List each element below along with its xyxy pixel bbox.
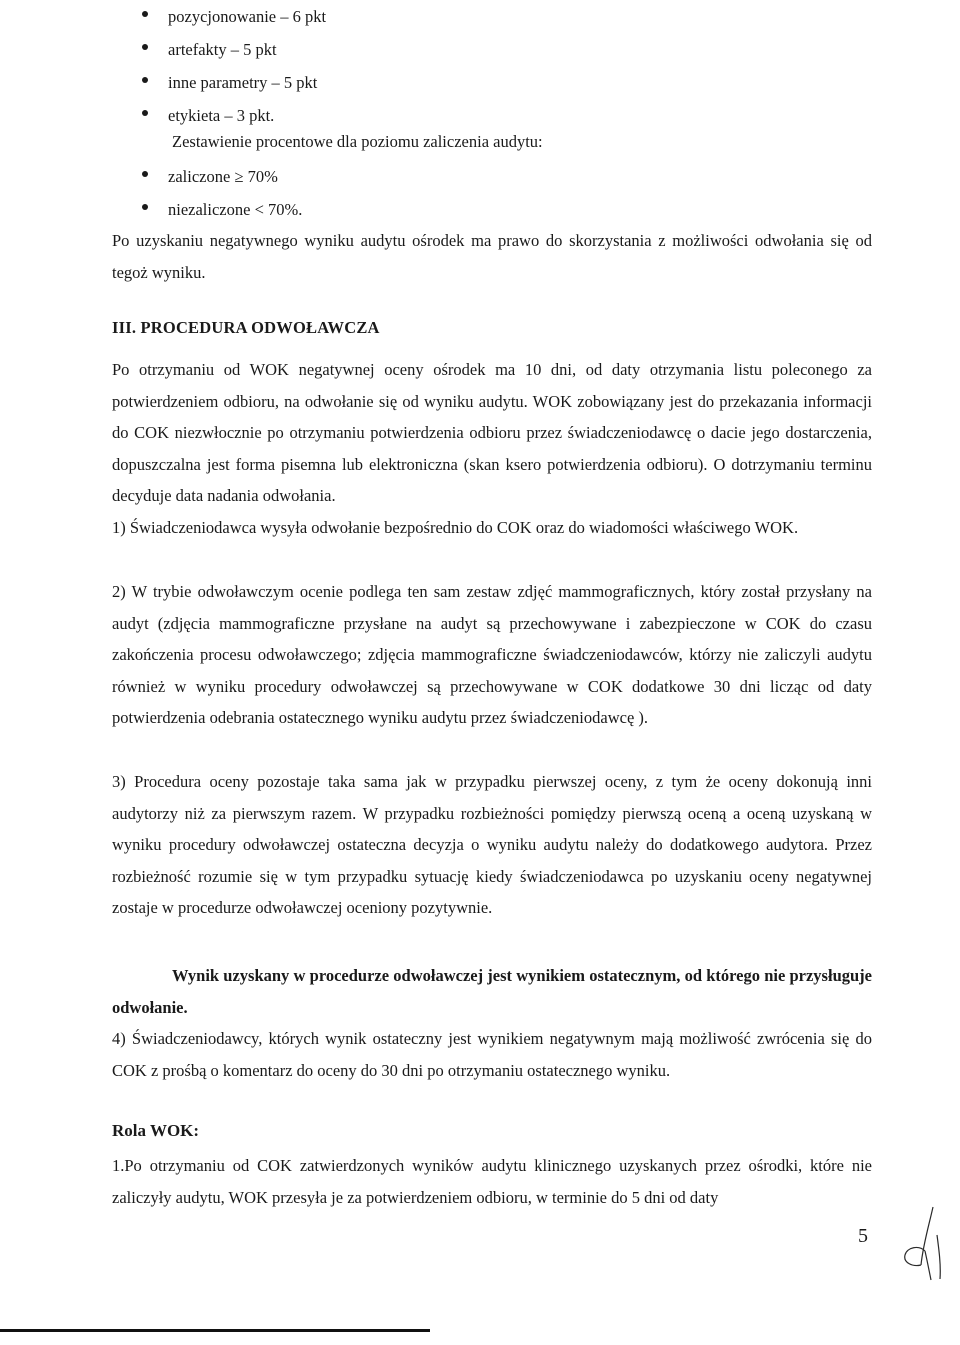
handwritten-signature (893, 1205, 953, 1285)
threshold-list (142, 160, 302, 226)
bullet-dot (142, 44, 148, 50)
summary-heading: Zestawienie procentowe dla poziomu zaliczenia audytu: (172, 132, 543, 151)
list-item (142, 99, 326, 132)
rola-wok-heading: Rola WOK: (112, 1121, 200, 1140)
point-4-paragraph: 4) Świadczeniodawcy, których wynik ostateczny jest wynikiem negatywnym mają możliwość zwrócenia się do COK z prośbą o komentarz do oceny do 30 dni po otrzymaniu ostatecznego wyniku. (112, 1029, 872, 1080)
rola-wok-paragraph: 1.Po otrzymaniu od COK zatwierdzonych wyników audytu klinicznego uzyskanych przez ośrodki, które nie zaliczyły audytu, WOK przesyła je za potwierdzeniem odbioru, w terminie do 5 dni od daty (112, 1156, 872, 1207)
list-item (142, 66, 326, 99)
final-result-text: Wynik uzyskany w procedurze odwoławczej jest wynikiem ostatecznym, od którego nie przysługuje odwołanie. (112, 966, 872, 1017)
negative-result-paragraph: Po uzyskaniu negatywnego wyniku audytu ośrodek ma prawo do skorzystania z możliwości odwołania się od tegoż wyniku. (112, 231, 872, 282)
bullet-dot (142, 11, 148, 17)
point-2-paragraph: 2) W trybie odwoławczym ocenie podlega ten sam zestaw zdjęć mammograficznych, który został przysłany na audyt (zdjęcia mammograficzne przysłane na audyt są przechowywane i zabezpieczone w COK do czasu zakończenia procesu odwoławczego; zdjęcia mammograficzne świadczeniodawców, którzy nie zaliczyli audytu również w wyniku procedury odwoławczej są przechowywane w COK dodatkowe 30 dni licząc od daty potwierdzenia odebrania ostatecznego wyniku audytu przez świadczeniodawcę ). (112, 582, 872, 728)
list-item-text: zaliczone ≥ 70% (168, 166, 278, 186)
point-1-paragraph: 1) Świadczeniodawca wysyła odwołanie bezpośrednio do COK oraz do wiadomości właściwego WOK. (112, 518, 799, 537)
list-item-text: artefakty – 5 pkt (168, 39, 277, 59)
bullet-dot (142, 171, 148, 177)
bullet-dot (142, 204, 148, 210)
scoring-list (142, 0, 326, 132)
list-item-text: pozycjonowanie – 6 pkt (168, 6, 327, 26)
list-item (142, 160, 302, 193)
list-item-text: etykieta – 3 pkt. (168, 105, 275, 125)
list-item (142, 193, 302, 226)
page-number: 5 (858, 1225, 868, 1247)
final-result-statement (112, 960, 872, 1023)
bullet-dot (142, 77, 148, 83)
footer-rule (0, 1329, 430, 1332)
section-title: III. PROCEDURA ODWOŁAWCZA (112, 318, 380, 337)
list-item-text: niezaliczone < 70%. (168, 199, 303, 219)
list-item-text: inne parametry – 5 pkt (168, 72, 318, 92)
point-3-paragraph: 3) Procedura oceny pozostaje taka sama jak w przypadku pierwszej oceny, z tym że oceny dokonują inni audytorzy niż za pierwszym razem. W przypadku rozbieżności pomiędzy pierwszą oceną a oceną uzyskaną w wyniku procedury odwoławczej ostateczna decyzja o wyniku audytu należy do dodatkowego audytora. Przez rozbieżność rozumie się w tym przypadku sytuację kiedy świadczeniodawca po uzyskaniu oceny negatywnej zostaje w procedurze odwoławczej oceniony pozytywnie. (112, 772, 872, 918)
list-item (142, 33, 326, 66)
list-item (142, 0, 326, 33)
intro-paragraph: Po otrzymaniu od WOK negatywnej oceny ośrodek ma 10 dni, od daty otrzymania listu poleconego za potwierdzeniem odbioru, na odwołanie się od wyniku audytu. WOK zobowiązany jest do przekazania informacji do COK niezwłocznie po otrzymaniu potwierdzenia odbioru przez świadczeniodawcę o dacie jego dostarczenia, dopuszczalna jest forma pisemna lub elektroniczna (skan ksero potwierdzenia odbioru). O dotrzymaniu terminu decyduje data nadania odwołania. (112, 360, 872, 506)
bullet-dot (142, 110, 148, 116)
